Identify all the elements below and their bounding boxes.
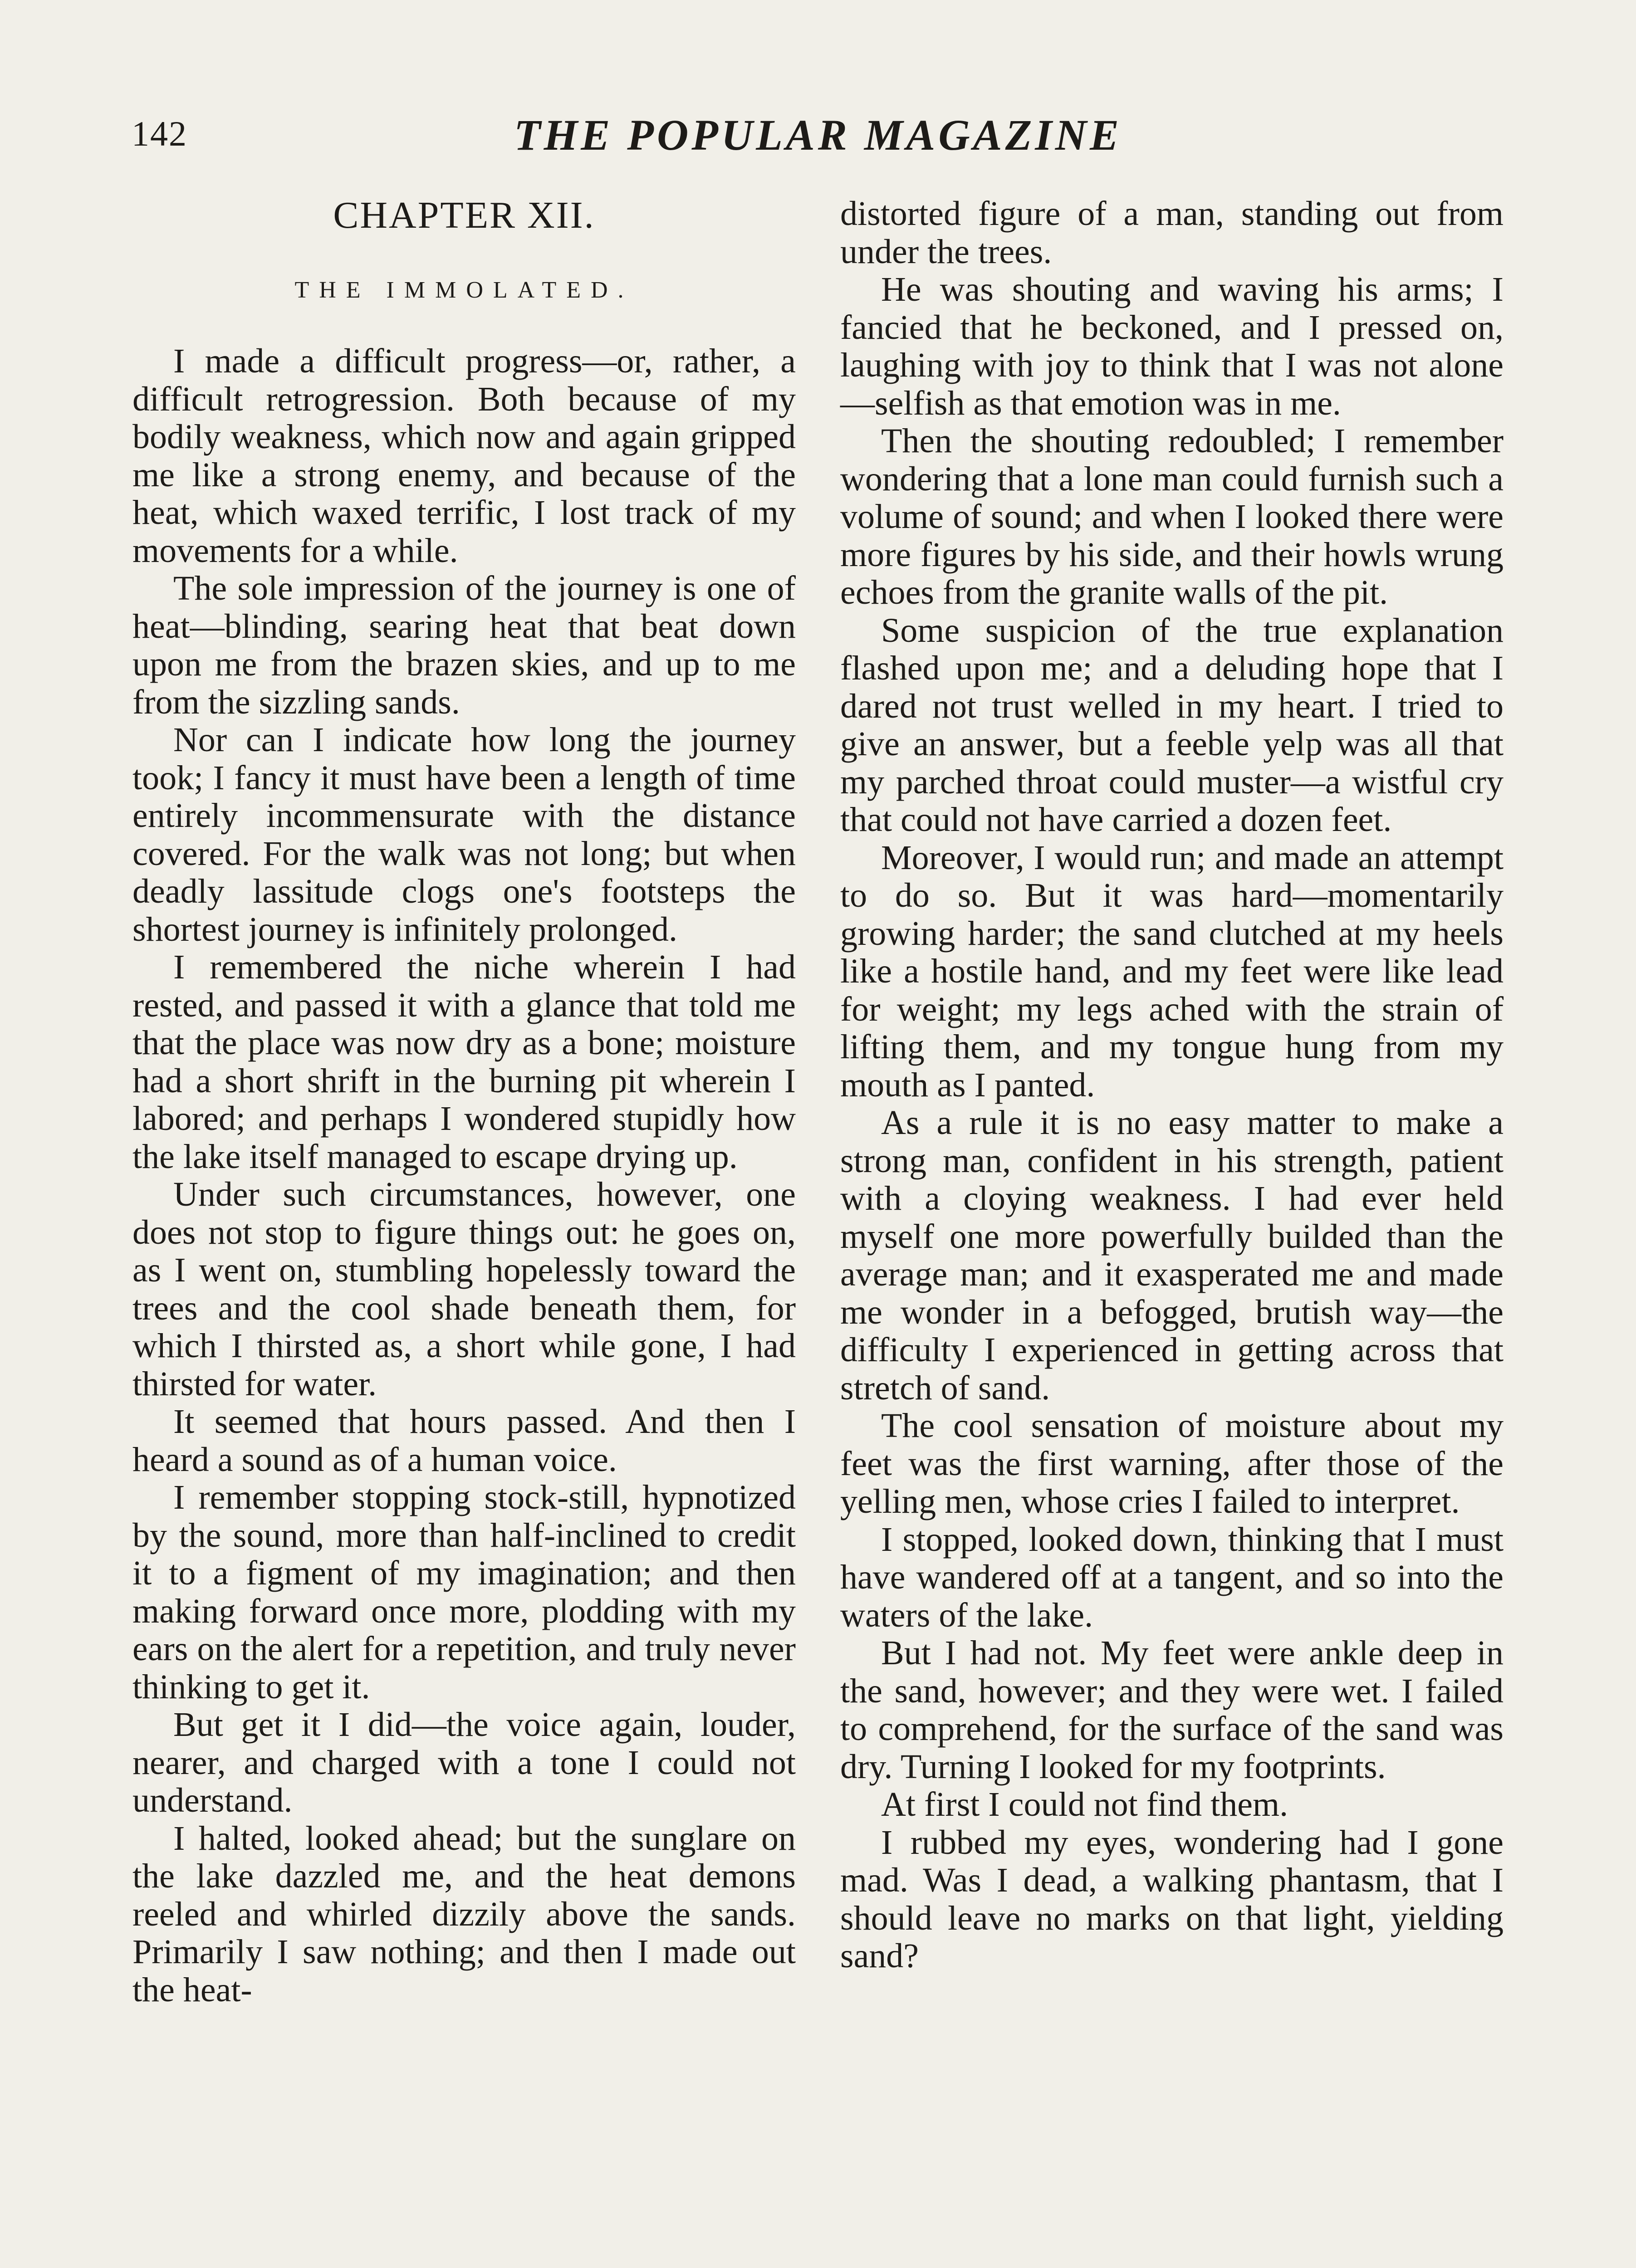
right-column — [840, 195, 1504, 1975]
paragraph: Under such circumstances, however, one does not stop to figure things out: he goes on, as I went on, stumbling hopelessly toward the trees and the cool shade beneath them, for which I thirsted as, a short while gone, I had thirsted for water. — [132, 1175, 796, 1403]
paragraph: The sole impression of the journey is one of heat—blinding, searing heat that beat down upon me from the brazen skies, and up to me from the sizzling sands. — [132, 569, 796, 721]
paragraph: Then the shouting redoubled; I remember wondering that a lone man could furnish such a volume of sound; and when I looked there were more figures by his side, and their howls wrung echoes from the granite walls of the pit. — [840, 422, 1504, 611]
paragraph: I rubbed my eyes, wondering had I gone mad. Was I dead, a walking phantasm, that I should leave no marks on that light, yielding sand? — [840, 1823, 1504, 1975]
paragraph: Moreover, I would run; and made an attempt to do so. But it was hard—momentarily growing harder; the sand clutched at my heels like a hostile hand, and my feet were like lead for weight; my legs ached with the strain of lifting them, and my tongue hung from my mouth as I panted. — [840, 838, 1504, 1104]
paragraph: Some suspicion of the true explanation flashed upon me; and a deluding hope that I dared not trust welled in my heart. I tried to give an answer, but a feeble yelp was all that my parched throat could muster—a wistful cry that could not have carried a dozen feet. — [840, 611, 1504, 839]
paragraph: But I had not. My feet were ankle deep in the sand, however; and they were wet. I failed to comprehend, for the surface of the sand was dry. Turning I looked for my footprints. — [840, 1634, 1504, 1786]
paragraph: I stopped, looked down, thinking that I must have wandered off at a tangent, and so into the waters of the lake. — [840, 1520, 1504, 1634]
paragraph: As a rule it is no easy matter to make a strong man, confident in his strength, patient with a cloying weakness. I had ever held myself one more powerfully builded than the average man; and it exasperated me and made me wonder in a befogged, brutish way—the difficulty I experienced in getting across that stretch of sand. — [840, 1104, 1504, 1407]
paragraph: It seemed that hours passed. And then I heard a sound as of a human voice. — [132, 1403, 796, 1479]
paragraph: He was shouting and waving his arms; I fancied that he beckoned, and I pressed on, laughing with joy to think that I was not alone—selfish as that emotion was in me. — [840, 270, 1504, 422]
paragraph: I made a difficult progress—or, rather, a difficult retrogression. Both because of my bodily weakness, which now and again gripped me like a strong enemy, and because of the heat, which waxed terrific, I lost track of my movements for a while. — [132, 342, 796, 570]
paragraph: I halted, looked ahead; but the sunglare on the lake dazzled me, and the heat demons reeled and whirled dizzily above the sands. Primarily I saw nothing; and then I made out the heat- — [132, 1819, 796, 2009]
page-number: 142 — [132, 114, 187, 153]
left-column — [132, 195, 796, 2009]
paragraph: But get it I did—the voice again, louder, nearer, and charged with a tone I could not understand. — [132, 1706, 796, 1819]
paragraph: The cool sensation of moisture about my feet was the first warning, after those of the yelling men, whose cries I failed to interpret. — [840, 1407, 1504, 1520]
paragraph: I remembered the niche wherein I had rested, and passed it with a glance that told me that the place was now dry as a bone; moisture had a short shrift in the burning pit wherein I labored; and perhaps I wondered stupidly how the lake itself managed to escape drying up. — [132, 948, 796, 1176]
chapter-subtitle: THE IMMOLATED. — [294, 277, 634, 303]
page-header — [132, 113, 1504, 163]
chapter-title: CHAPTER XII. — [333, 194, 595, 236]
running-head: THE POPULAR MAGAZINE — [514, 111, 1122, 159]
paragraph: Nor can I indicate how long the journey took; I fancy it must have been a length of time entirely incommensurate with the distance covered. For the walk was not long; but when deadly lassitude clogs one's footsteps the shortest journey is infinitely prolonged. — [132, 721, 796, 948]
paragraph: I remember stopping stock-still, hypnotized by the sound, more than half-inclined to credit it to a figment of my imagination; and then making forward once more, plodding with my ears on the alert for a repetition, and truly never thinking to get it. — [132, 1478, 796, 1706]
paragraph-continuation: distorted figure of a man, standing out from under the trees. — [840, 195, 1504, 271]
paragraph: At first I could not find them. — [881, 1785, 1288, 1823]
